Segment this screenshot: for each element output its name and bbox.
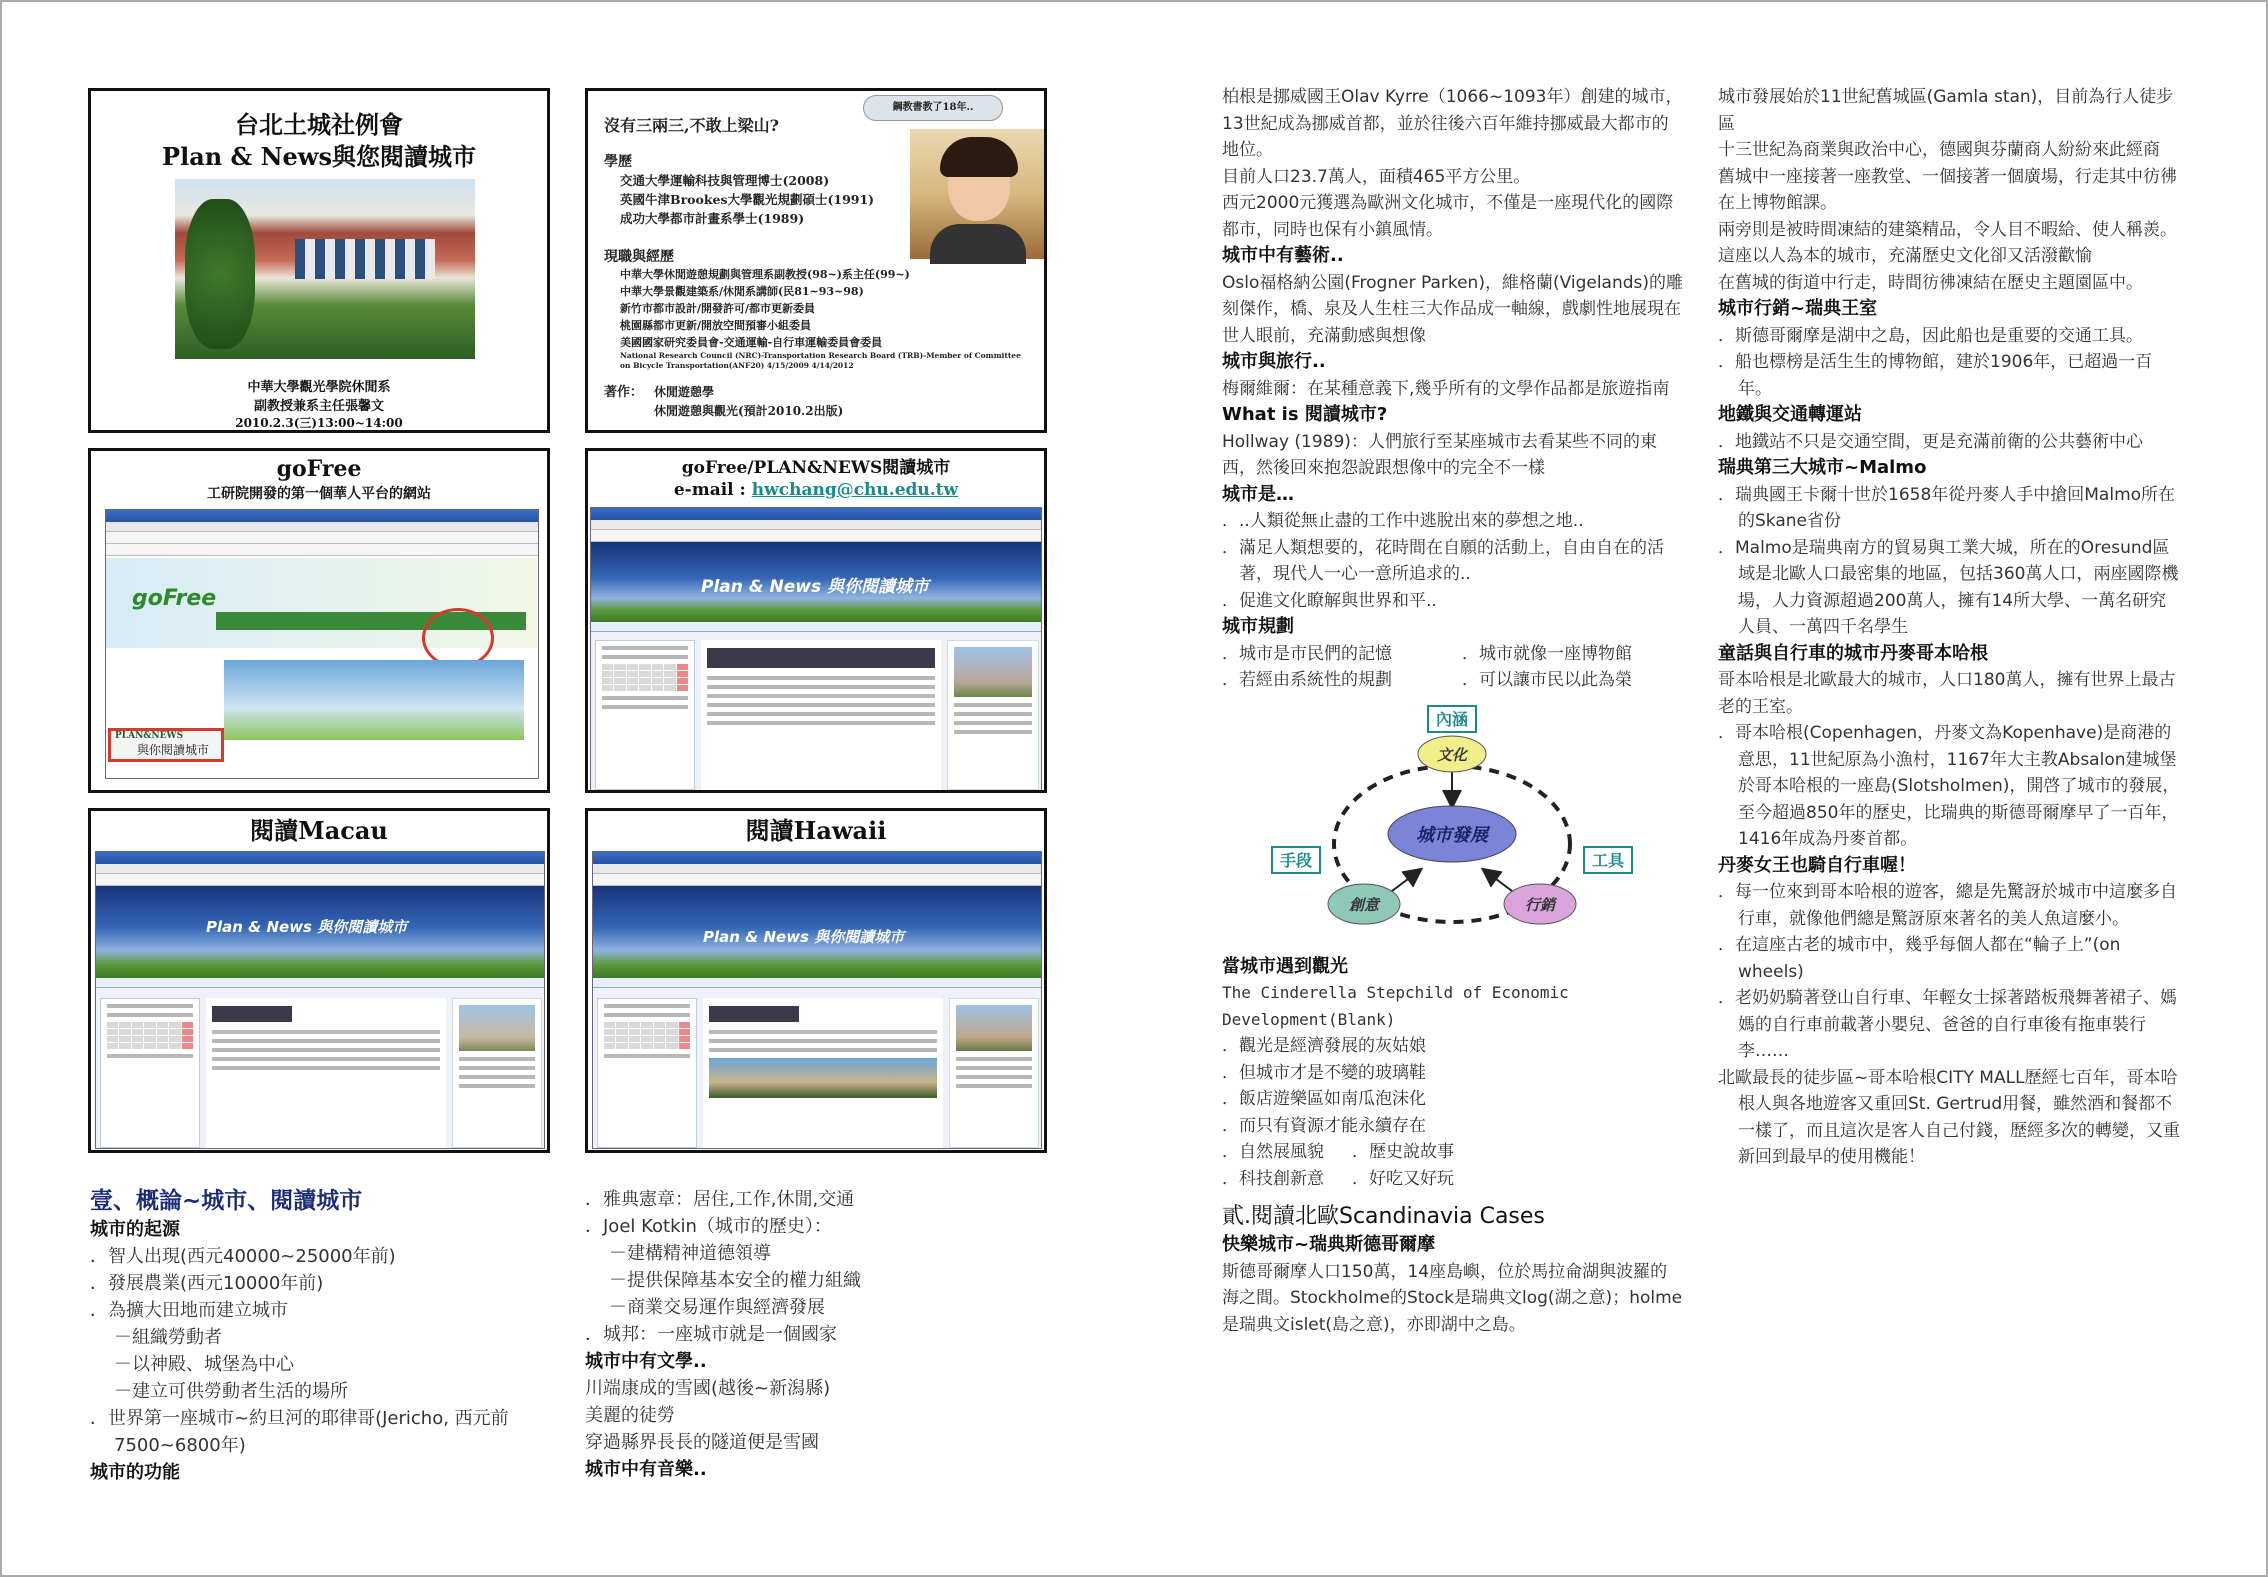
para-oldtown: 在舊城的街道中行走，時間彷彿凍結在歷史主題園區中。 [1718,272,2143,293]
function-item: －提供保障基本安全的權力組織 [609,1270,861,1291]
para-oldtown: 十三世紀為商業與政治中心，德國與芬蘭商人紛紛來此經商 [1718,140,2160,160]
tour-item: ．但城市才是不變的玻璃鞋 [1222,1062,1426,1083]
heading-copenhagen: 童話與自行車的城市丹麥哥本哈根 [1718,642,1988,664]
exp-en: National Research Council (NRC)-Transportation Research Board (TRB)-Member of Committee on Bicycle Transportation(ANF20) 4/15/2009 4/14/2012 [620,351,1021,370]
site-banner: Plan & News 與你閱讀城市 [96,886,544,978]
macau-screenshot [95,851,545,1149]
plan-row: ．城市是市民們的記憶 ．城市就像一座博物館 [1222,643,1632,664]
function-item: ．Joel Kotkin（城市的歷史）： [585,1216,832,1237]
edu-item: 成功大學都市計畫系學士(1989) [620,211,805,226]
tour-item: ．飯店遊樂區如南瓜泡沫化 [1222,1089,1426,1109]
heading-metro: 地鐵與交通轉運站 [1718,404,1862,425]
origin-item: ．為擴大田地而建立城市 [90,1300,288,1321]
para-oldtown: 兩旁則是被時間凍結的建築精品，令人目不暇給、使人稱羨。 [1718,219,2177,240]
slide-title: goFree [276,456,362,482]
para-art: Oslo福格納公園(Frogner Parken)，維格蘭(Vigelands)的雕刻傑作，橋、泉及人生柱三大作品成一軸線，戲劇性地展現在世人眼前，充滿動感與想像 [1222,272,1684,346]
diagram-svg [1222,702,1684,952]
edu-title: 學歷 [604,154,632,170]
exp-item: 桃園縣都市更新/開放空間預審小組委員 [620,319,812,332]
center-label: 城市發展 [1416,824,1488,846]
heading-royal: 城市行銷~瑞典王室 [1718,298,1878,319]
means-label: 手段 [1279,850,1313,870]
para-oldtown: 城市發展始於11世紀舊城區(Gamla stan)，目前為行人徒步區 [1718,87,2174,134]
tour-item: ．觀光是經濟發展的灰姑娘 [1222,1036,1426,1056]
slide-footer-date: 2010.2.3(三)13:00~14:00 [235,416,403,430]
origin-item: －以神殿、城堡為中心 [114,1354,294,1375]
exp-item: 中華大學景觀建築系/休閒系講師(民81~93~98) [620,285,864,298]
para-citymall: 北歐最長的徒步區~哥本哈根CITY MALL歷經七百年，哥本哈根人與各地遊客又重回St. Gertrud用餐，雖然酒和餐都不一樣了，而且這次是客人自己付錢，歷經多次的轉變，又重新回到最早的使用機能！ [1718,1067,2180,1167]
heading-city-is: 城市是… [1222,483,1294,505]
para-what: Hollway (1989)：人們旅行至某座城市去看某些不同的東西，然後回來抱怨說跟想像中的完全不一樣 [1222,431,1657,478]
city-item: ．..人類從無止盡的工作中逃脫出來的夢想之地.. [1222,511,1584,531]
plan-news-badge: PLAN&NEWS 與你閱讀城市 [108,728,224,762]
tour-item: ．而只有資源才能永續存在 [1222,1115,1426,1136]
origin-item: ．世界第一座城市~約旦河的耶律哥(Jericho, 西元前7500~6800年) [90,1408,509,1456]
para-bergen: 西元2000元獲選為歐洲文化城市，不僅是一座現代化的國際都市，同時也保有小鎮風情。 [1222,193,1674,240]
exp-item: 中華大學休閒遊憩規劃與管理系副教授(98~)系主任(99~) [620,268,910,281]
section-2-title: 貳.閱讀北歐Scandinavia Cases [1222,1204,1545,1229]
function-item: －商業交易運作與經濟發展 [609,1297,825,1318]
text-column-2 [585,1186,1055,1483]
tour-row: ．科技創新意 ．好吃又好玩 [1222,1168,1454,1189]
edu-item: 交通大學運輸科技與管理博士(2008) [620,173,830,188]
plannews-screenshot [590,507,1042,791]
slide-gofree [88,448,550,793]
heading-planning: 城市規劃 [1222,616,1294,637]
edu-item: 英國牛津Brookes大學觀光規劃碩士(1991) [620,192,875,207]
city-item: ．促進文化瞭解與世界和平.. [1222,590,1437,611]
slide-title: 台北土城社例會 [235,110,403,139]
exp-item: 新竹市都市設計/開發許可/都市更新委員 [620,302,816,315]
para-oldtown: 這座以人為本的城市，充滿歷史文化卻又活潑歡愉 [1718,246,2092,266]
works-1: 休閒遊憩學 [654,385,715,399]
text-column-4 [1718,84,2180,1171]
text-column-3 [1222,84,1684,1338]
works-2: 休閒遊憩與觀光(預計2010.2出版) [654,404,844,418]
slide-title: 閱讀Hawaii [745,816,887,845]
lit-line: 穿過縣界長長的隧道便是雪國 [585,1432,819,1453]
exp-list [620,266,910,351]
exp-title: 現職與經歷 [604,249,674,265]
heading-literature: 城市中有文學.. [585,1351,707,1372]
plan-row: ．若經由系統性的規劃 ．可以讓市民以此為榮 [1222,670,1632,690]
para-bergen: 目前人口23.7萬人，面積465平方公里。 [1222,166,1531,187]
heading-stockholm: 快樂城市~瑞典斯德哥爾摩 [1222,1234,1436,1255]
bike-item: ．在這座古老的城市中，幾乎每個人都在“輪子上”(on wheels) [1718,935,2121,982]
diagram-arrow [1388,870,1420,894]
inner-label: 內涵 [1435,709,1469,729]
malmo-item: ．Malmo是瑞典南方的貿易與工業大城，所在的Oresund區域是北歐人口最密集的地區，包括360萬人口，兩座國際機場，人力資源超過200萬人，擁有14所大學、一萬名研究人員、一萬四千名學生 [1718,537,2179,637]
city-development-diagram [1222,702,1684,952]
origin-item: －組織勞動者 [114,1327,222,1348]
royal-item: ．斯德哥爾摩是湖中之島，因此船也是重要的交通工具。 [1718,325,2143,346]
creative-label: 創意 [1348,895,1380,914]
heading-tourism: 當城市遇到觀光 [1222,955,1348,977]
tour-en: The Cinderella Stepchild of Economic Development(Blank) [1222,983,1569,1029]
function-item: －建構精神道德領導 [609,1243,771,1264]
lit-line: 川端康成的雪國(越後~新潟縣) [585,1378,831,1399]
royal-item: ．船也標榜是活生生的博物館，建於1906年，已超過一百年。 [1718,352,2153,399]
slide-title: 閱讀Macau [250,816,388,845]
para-bergen: 柏根是挪威國王Olav Kyrre（1066~1093年）創建的城市，13世紀成為挪威首都，並於往後六百年維持挪威最大都市的地位。 [1222,87,1683,160]
diagram-arrow [1484,870,1516,894]
heading-origin: 城市的起源 [90,1219,180,1240]
slide-title: goFree/PLAN&NEWS閱讀城市 [681,458,951,478]
metro-item: ．地鐵站不只是交通空間，更是充滿前衛的公共藝術中心 [1718,431,2143,452]
origin-item: ．智人出現(西元40000~25000年前) [90,1246,396,1267]
email-link[interactable]: hwchang@chu.edu.tw [751,480,959,500]
portrait-photo [910,129,1046,259]
heading-malmo: 瑞典第三大城市~Malmo [1718,457,1927,478]
site-banner: Plan & News 與你閱讀城市 [593,886,1041,978]
site-banner: Plan & News 與你閱讀城市 [591,542,1041,622]
hawaii-screenshot [592,851,1042,1149]
slide-profile [585,88,1047,433]
bike-item: ．老奶奶騎著登山自行車、年輕女士採著踏板飛舞著裙子、媽媽的自行車前載著小嬰兒、爸爸的自行車後有拖車裝行李…… [1718,988,2177,1061]
thought-cloud: 鋼教書教了18年.. [863,95,1003,121]
function-item: ．城邦：一座城市就是一個國家 [585,1324,837,1345]
marketing-label: 行銷 [1524,895,1556,914]
slide-subtitle: Plan & News與您閱讀城市 [162,142,476,171]
heading-art: 城市中有藝術.. [1222,245,1344,266]
heading-bike: 丹麥女王也騎自行車喔！ [1718,854,1916,876]
para-copenhagen: 哥本哈根是北歐最大的城市，人口180萬人，擁有世界上最古老的王室。 [1718,670,2176,717]
culture-label: 文化 [1436,745,1468,764]
slide-hawaii [585,808,1047,1153]
email-line: e-mail : hwchang@chu.edu.tw [673,480,959,500]
origin-item: ．發展農業(西元10000年前) [90,1273,324,1294]
slide-heading: 沒有三兩三,不敢上梁山? [604,116,779,135]
origin-item: －建立可供勞動者生活的場所 [114,1381,348,1402]
tools-label: 工具 [1591,850,1625,870]
heading-what: What is 閱讀城市? [1222,404,1388,425]
copenhagen-item: ．哥本哈根(Copenhagen，丹麥文為Kopenhave)是商港的意思，11世紀原為小漁村，1167年大主教Absalon建城堡於哥本哈根的一座島(Slotsholmen)，開啓了城市的發展，至今超過850年的歷史，比瑞典的斯德哥爾摩早了一百年，1416年成為丹麥首都。 [1718,723,2180,849]
section-title: 壹、概論~城市、閱讀城市 [90,1188,363,1214]
garden-photo [175,179,475,359]
edu-list [620,171,874,228]
exp-item: 美國國家研究委員會-交通運輸-自行車運輸委員會委員 [620,336,883,349]
city-item: ．滿足人類想要的，花時間在自願的活動上，自由自在的活著，現代人一心一意所追求的.. [1222,537,1664,584]
lit-line: 美麗的徒勞 [585,1405,675,1426]
heading-travel: 城市與旅行.. [1222,351,1326,372]
para-travel: 梅爾維爾：在某種意義下,幾乎所有的文學作品都是旅遊指南 [1222,378,1670,399]
gofree-screenshot [105,509,539,779]
heading-music: 城市中有音樂.. [585,1459,707,1480]
gofree-logo: goFree [132,586,217,611]
slide-subtitle: 工研院開發的第一個華人平台的網站 [207,486,431,502]
slide-club-meeting [88,88,550,433]
malmo-item: ．瑞典國王卡爾十世於1658年從丹麥人手中搶回Malmo所在的Skane省份 [1718,484,2176,531]
para-stockholm: 斯德哥爾摩人口150萬，14座島嶼，位於馬拉侖湖與波羅的海之間。Stockholme的Stock是瑞典文log(湖之意)；holme是瑞典文islet(島之意)，亦即湖中之島。 [1222,1261,1683,1335]
highlight-circle [422,608,494,668]
tour-row: ．自然展風貌 ．歷史說故事 [1222,1142,1454,1162]
slide-macau [88,808,550,1153]
heading-function: 城市的功能 [90,1462,180,1483]
para-oldtown: 舊城中一座接著一座教堂、一個接著一個廣場，行走其中彷彿在上博物館課。 [1718,166,2177,213]
slide-email [585,448,1047,793]
text-column-1 [90,1186,560,1486]
function-item: ．雅典憲章：居住,工作,休閒,交通 [585,1189,855,1210]
slide-footer-dept: 中華大學觀光學院休閒系 [247,380,391,395]
bike-item: ．每一位來到哥本哈根的遊客，總是先驚訝於城市中這麼多自行車，就像他們總是驚訝原來著名的美人魚這麼小。 [1718,882,2177,929]
works-title: 著作： [604,385,644,400]
slide-footer-name: 副教授兼系主任張馨文 [253,399,384,414]
